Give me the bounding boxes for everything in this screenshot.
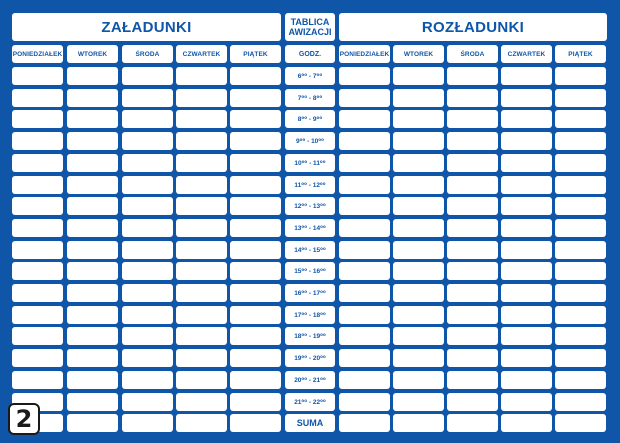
loading-slot[interactable]: [122, 284, 173, 302]
loading-slot[interactable]: [176, 284, 227, 302]
unloading-slot[interactable]: [339, 284, 390, 302]
loading-slot[interactable]: [176, 89, 227, 107]
unloading-slot[interactable]: [555, 197, 606, 215]
loading-slot[interactable]: [230, 327, 281, 345]
loading-slot[interactable]: [12, 197, 63, 215]
unloading-day-header: PONIEDZIAŁEK: [339, 45, 390, 63]
unloading-slot[interactable]: [501, 89, 552, 107]
unloading-slot[interactable]: [555, 176, 606, 194]
loading-slot[interactable]: [67, 67, 118, 85]
hour-label: 18⁰⁰ - 19⁰⁰: [285, 327, 335, 345]
loading-slot[interactable]: [122, 110, 173, 128]
unloading-slot[interactable]: [339, 67, 390, 85]
unloading-slot[interactable]: [393, 89, 444, 107]
hour-label: 16⁰⁰ - 17⁰⁰: [285, 284, 335, 302]
unloading-slot[interactable]: [555, 414, 606, 432]
unloading-slot[interactable]: [447, 327, 498, 345]
loading-slot[interactable]: [230, 67, 281, 85]
loading-slot[interactable]: [12, 154, 63, 172]
loading-slot[interactable]: [176, 306, 227, 324]
hour-label: 10⁰⁰ - 11⁰⁰: [285, 154, 335, 172]
unloading-slot[interactable]: [393, 414, 444, 432]
unloading-day-header: CZWARTEK: [501, 45, 552, 63]
loading-slot[interactable]: [176, 241, 227, 259]
unloading-slot[interactable]: [393, 393, 444, 411]
unloading-slot[interactable]: [501, 110, 552, 128]
loading-slot[interactable]: [122, 414, 173, 432]
loading-slot[interactable]: [122, 349, 173, 367]
hour-label: 14⁰⁰ - 15⁰⁰: [285, 241, 335, 259]
unloading-slot[interactable]: [501, 197, 552, 215]
unloading-slot[interactable]: [501, 154, 552, 172]
loading-slot[interactable]: [67, 241, 118, 259]
unloading-slot[interactable]: [393, 241, 444, 259]
unloading-slot[interactable]: [501, 132, 552, 150]
loading-slot[interactable]: [230, 110, 281, 128]
hour-label: 20⁰⁰ - 21⁰⁰: [285, 371, 335, 389]
loading-slot[interactable]: [12, 306, 63, 324]
loading-slot[interactable]: [230, 284, 281, 302]
unloading-slot[interactable]: [555, 241, 606, 259]
unloading-slot[interactable]: [501, 349, 552, 367]
hour-label: 8⁰⁰ - 9⁰⁰: [285, 110, 335, 128]
hour-label: 17⁰⁰ - 18⁰⁰: [285, 306, 335, 324]
unloading-slot[interactable]: [447, 197, 498, 215]
unloading-slot[interactable]: [447, 349, 498, 367]
loading-slot[interactable]: [67, 197, 118, 215]
unloading-slot[interactable]: [393, 284, 444, 302]
unloading-slot[interactable]: [555, 306, 606, 324]
board-title: [285, 13, 335, 41]
loading-slot[interactable]: [67, 89, 118, 107]
unloading-slot[interactable]: [339, 154, 390, 172]
loading-slot[interactable]: [176, 349, 227, 367]
unloading-slot[interactable]: [447, 371, 498, 389]
hour-label: 11⁰⁰ - 12⁰⁰: [285, 176, 335, 194]
unloading-slot[interactable]: [339, 110, 390, 128]
unloading-slot[interactable]: [555, 327, 606, 345]
loading-slot[interactable]: [12, 132, 63, 150]
unloading-slot[interactable]: [447, 306, 498, 324]
unloading-slot[interactable]: [447, 132, 498, 150]
loading-day-header: ŚRODA: [122, 45, 173, 63]
hour-label: 7⁰⁰ - 8⁰⁰: [285, 89, 335, 107]
unloading-slot[interactable]: [501, 371, 552, 389]
loading-slot[interactable]: [122, 219, 173, 237]
loading-slot[interactable]: [176, 176, 227, 194]
unloading-slot[interactable]: [393, 262, 444, 280]
unloading-slot[interactable]: [393, 110, 444, 128]
unloading-slot[interactable]: [393, 306, 444, 324]
loading-title: ZAŁADUNKI: [12, 13, 281, 41]
loading-slot[interactable]: [122, 393, 173, 411]
loading-slot[interactable]: [176, 414, 227, 432]
unloading-slot[interactable]: [447, 67, 498, 85]
unloading-slot[interactable]: [339, 371, 390, 389]
unloading-slot[interactable]: [447, 241, 498, 259]
unloading-slot[interactable]: [447, 110, 498, 128]
loading-slot[interactable]: [176, 110, 227, 128]
unloading-slot[interactable]: [447, 219, 498, 237]
loading-slot[interactable]: [12, 110, 63, 128]
unloading-slot[interactable]: [447, 284, 498, 302]
loading-slot[interactable]: [12, 349, 63, 367]
loading-slot[interactable]: [176, 371, 227, 389]
loading-slot[interactable]: [176, 262, 227, 280]
loading-slot[interactable]: [122, 89, 173, 107]
loading-slot[interactable]: [122, 154, 173, 172]
loading-slot[interactable]: [67, 349, 118, 367]
loading-slot[interactable]: [67, 132, 118, 150]
loading-slot[interactable]: [67, 371, 118, 389]
unloading-day-header: ŚRODA: [447, 45, 498, 63]
unloading-slot[interactable]: [501, 327, 552, 345]
loading-slot[interactable]: [230, 89, 281, 107]
loading-slot[interactable]: [176, 327, 227, 345]
unloading-slot[interactable]: [555, 393, 606, 411]
unloading-slot[interactable]: [339, 327, 390, 345]
loading-slot[interactable]: [12, 176, 63, 194]
loading-slot[interactable]: [230, 241, 281, 259]
unloading-slot[interactable]: [339, 176, 390, 194]
board-title-line1: TABLICA: [290, 17, 330, 27]
loading-slot[interactable]: [67, 176, 118, 194]
hour-label: 21⁰⁰ - 22⁰⁰: [285, 393, 335, 411]
unloading-day-header: PIĄTEK: [555, 45, 606, 63]
unloading-slot[interactable]: [393, 371, 444, 389]
unloading-slot[interactable]: [501, 67, 552, 85]
hour-label: 12⁰⁰ - 13⁰⁰: [285, 197, 335, 215]
loading-slot[interactable]: [230, 393, 281, 411]
loading-slot[interactable]: [230, 414, 281, 432]
loading-slot[interactable]: [176, 132, 227, 150]
loading-slot[interactable]: [122, 197, 173, 215]
hour-label: 9⁰⁰ - 10⁰⁰: [285, 132, 335, 150]
hours-header: GODZ.: [285, 45, 335, 63]
unloading-slot[interactable]: [339, 262, 390, 280]
unloading-slot[interactable]: [339, 349, 390, 367]
unloading-slot[interactable]: [501, 414, 552, 432]
loading-slot[interactable]: [230, 219, 281, 237]
unloading-slot[interactable]: [501, 306, 552, 324]
loading-slot[interactable]: [67, 306, 118, 324]
loading-slot[interactable]: [122, 306, 173, 324]
unloading-slot[interactable]: [501, 176, 552, 194]
loading-slot[interactable]: [67, 219, 118, 237]
unloading-slot[interactable]: [339, 89, 390, 107]
loading-slot[interactable]: [176, 197, 227, 215]
loading-slot[interactable]: [12, 371, 63, 389]
unloading-slot[interactable]: [393, 176, 444, 194]
unloading-title: ROZŁADUNKI: [339, 13, 607, 41]
unloading-slot[interactable]: [555, 89, 606, 107]
unloading-slot[interactable]: [393, 132, 444, 150]
loading-slot[interactable]: [122, 241, 173, 259]
unloading-slot[interactable]: [339, 393, 390, 411]
loading-day-header: PONIEDZIAŁEK: [12, 45, 63, 63]
unloading-slot[interactable]: [339, 219, 390, 237]
unloading-day-header: WTOREK: [393, 45, 444, 63]
unloading-slot[interactable]: [393, 197, 444, 215]
loading-slot[interactable]: [122, 67, 173, 85]
unloading-slot[interactable]: [339, 132, 390, 150]
loading-slot[interactable]: [230, 306, 281, 324]
unloading-slot[interactable]: [555, 110, 606, 128]
loading-slot[interactable]: [230, 197, 281, 215]
unloading-slot[interactable]: [501, 241, 552, 259]
hour-label: 13⁰⁰ - 14⁰⁰: [285, 219, 335, 237]
loading-slot[interactable]: [67, 110, 118, 128]
unloading-slot[interactable]: [339, 197, 390, 215]
loading-slot[interactable]: [122, 371, 173, 389]
unloading-slot[interactable]: [393, 349, 444, 367]
loading-slot[interactable]: [12, 262, 63, 280]
loading-slot[interactable]: [230, 371, 281, 389]
unloading-slot[interactable]: [393, 327, 444, 345]
unloading-slot[interactable]: [501, 262, 552, 280]
unloading-slot[interactable]: [339, 306, 390, 324]
unloading-slot[interactable]: [393, 219, 444, 237]
loading-slot[interactable]: [122, 176, 173, 194]
page-number-badge: 2: [8, 403, 40, 435]
loading-slot[interactable]: [176, 219, 227, 237]
unloading-slot[interactable]: [555, 262, 606, 280]
unloading-slot[interactable]: [339, 414, 390, 432]
loading-slot[interactable]: [12, 89, 63, 107]
loading-slot[interactable]: [176, 154, 227, 172]
loading-slot[interactable]: [230, 132, 281, 150]
loading-slot[interactable]: [67, 262, 118, 280]
unloading-slot[interactable]: [393, 67, 444, 85]
loading-day-header: PIĄTEK: [230, 45, 281, 63]
unloading-slot[interactable]: [555, 349, 606, 367]
unloading-slot[interactable]: [555, 154, 606, 172]
loading-slot[interactable]: [230, 154, 281, 172]
unloading-slot[interactable]: [393, 154, 444, 172]
loading-slot[interactable]: [67, 327, 118, 345]
loading-slot[interactable]: [176, 393, 227, 411]
unloading-slot[interactable]: [447, 176, 498, 194]
unloading-slot[interactable]: [447, 414, 498, 432]
loading-slot[interactable]: [12, 327, 63, 345]
unloading-slot[interactable]: [555, 132, 606, 150]
loading-slot[interactable]: [122, 327, 173, 345]
unloading-slot[interactable]: [555, 371, 606, 389]
hour-label: 15⁰⁰ - 16⁰⁰: [285, 262, 335, 280]
loading-slot[interactable]: [67, 393, 118, 411]
loading-slot[interactable]: [230, 349, 281, 367]
unloading-slot[interactable]: [501, 393, 552, 411]
loading-slot[interactable]: [67, 154, 118, 172]
unloading-slot[interactable]: [555, 284, 606, 302]
unloading-slot[interactable]: [339, 241, 390, 259]
loading-slot[interactable]: [122, 132, 173, 150]
loading-slot[interactable]: [12, 219, 63, 237]
unloading-slot[interactable]: [447, 262, 498, 280]
loading-slot[interactable]: [230, 262, 281, 280]
unloading-slot[interactable]: [447, 89, 498, 107]
loading-slot[interactable]: [12, 241, 63, 259]
loading-day-header: WTOREK: [67, 45, 118, 63]
unloading-slot[interactable]: [555, 219, 606, 237]
loading-slot[interactable]: [230, 176, 281, 194]
unloading-slot[interactable]: [447, 154, 498, 172]
loading-slot[interactable]: [12, 284, 63, 302]
board-title-line2: AWIZACJI: [288, 27, 332, 37]
hour-label: 6⁰⁰ - 7⁰⁰: [285, 67, 335, 85]
sum-label: SUMA: [285, 414, 335, 432]
hour-label: 19⁰⁰ - 20⁰⁰: [285, 349, 335, 367]
loading-slot[interactable]: [176, 67, 227, 85]
loading-slot[interactable]: [122, 262, 173, 280]
unloading-slot[interactable]: [447, 393, 498, 411]
unloading-slot[interactable]: [501, 284, 552, 302]
loading-slot[interactable]: [67, 414, 118, 432]
loading-slot[interactable]: [67, 284, 118, 302]
loading-slot[interactable]: [12, 67, 63, 85]
unloading-slot[interactable]: [555, 67, 606, 85]
loading-day-header: CZWARTEK: [176, 45, 227, 63]
unloading-slot[interactable]: [501, 219, 552, 237]
